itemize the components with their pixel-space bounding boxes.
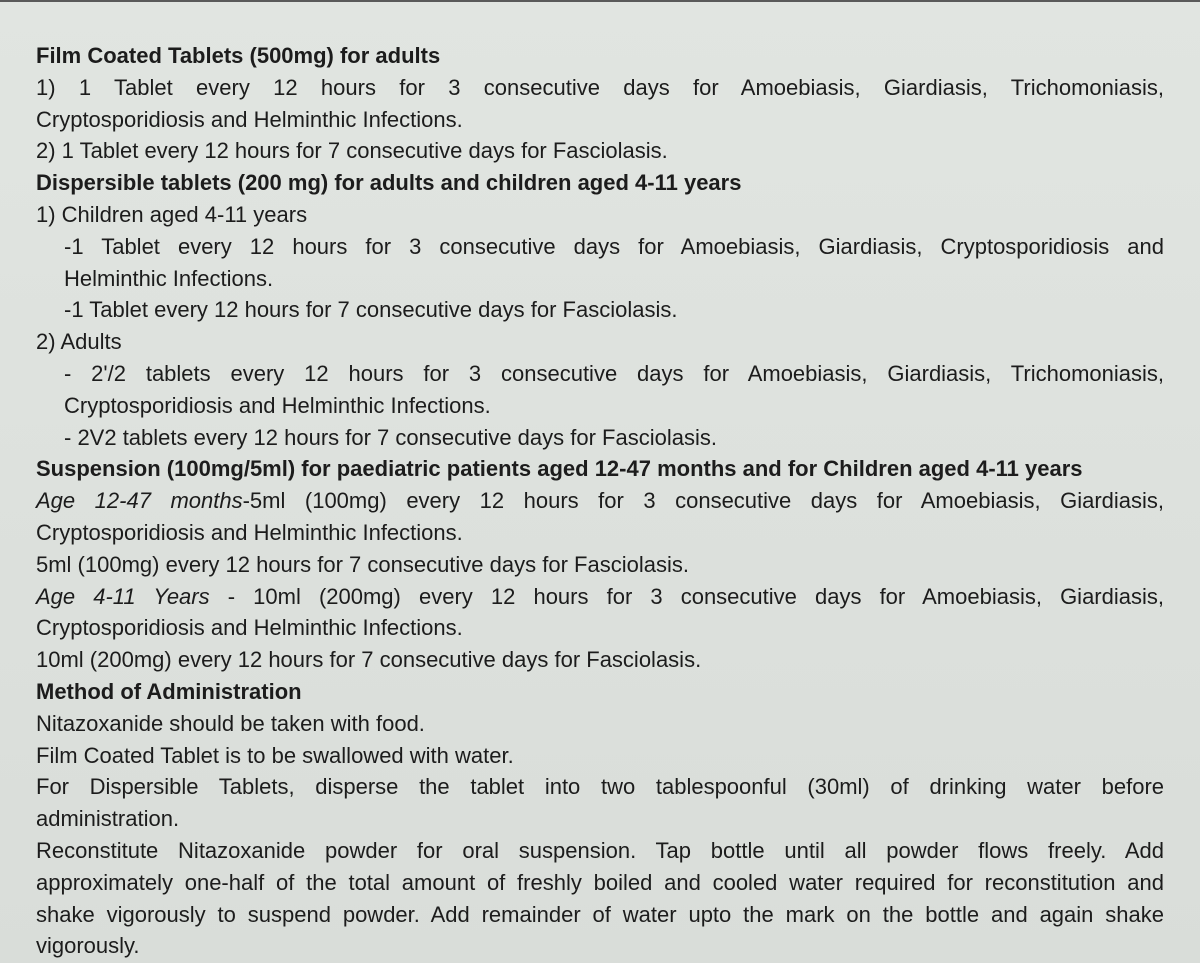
document-body: [36, 40, 1164, 962]
text-line: -1 Tablet every 12 hours for 7 consecutive days for Fasciolasis.: [64, 297, 678, 323]
text-line: shake vigorously to suspend powder. Add remainder of water upto the mark on the bottle and again shake: [36, 901, 1164, 927]
age-group-label: Age 4-11 Years: [36, 583, 210, 609]
text-line: approximately one-half of the total amount of freshly boiled and cooled water required for reconstitution and: [36, 869, 1164, 895]
page-edge: [0, 0, 1200, 2]
text-line: 10ml (200mg) every 12 hours for 7 consecutive days for Fasciolasis.: [36, 647, 702, 673]
section-heading: Suspension (100mg/5ml) for paediatric patients aged 12-47 months and for Children aged 4-11 years: [36, 456, 1083, 482]
text-line: [36, 485, 1164, 517]
text-line: Reconstitute Nitazoxanide powder for oral suspension. Tap bottle until all powder flows freely. Add: [36, 837, 1164, 863]
text-line: 2) 1 Tablet every 12 hours for 7 consecutive days for Fasciolasis.: [36, 138, 668, 164]
section-heading: Dispersible tablets (200 mg) for adults and children aged 4-11 years: [36, 170, 742, 196]
text-line: vigorously.: [36, 933, 140, 959]
text-line: 2) Adults: [36, 329, 122, 355]
age-group-label: Age 12-47 months: [36, 488, 243, 514]
section-heading: Method of Administration: [36, 678, 302, 704]
text-line: -1 Tablet every 12 hours for 3 consecutive days for Amoebiasis, Giardiasis, Cryptosporidiosis and: [64, 233, 1164, 259]
dosage-text: -5ml (100mg) every 12 hours for 3 consecutive days for Amoebiasis, Giardiasis,: [242, 488, 1165, 514]
text-line: Cryptosporidiosis and Helminthic Infections.: [36, 106, 463, 132]
text-line: [36, 581, 1164, 613]
text-line: Helminthic Infections.: [64, 265, 274, 291]
text-line: For Dispersible Tablets, disperse the tablet into two tablespoonful (30ml) of drinking water before: [36, 774, 1164, 800]
text-line: 1) Children aged 4-11 years: [36, 201, 308, 227]
text-line: 1) 1 Tablet every 12 hours for 3 consecutive days for Amoebiasis, Giardiasis, Trichomoniasis,: [36, 74, 1164, 100]
text-line: - 2V2 tablets every 12 hours for 7 consecutive days for Fasciolasis.: [64, 424, 717, 450]
text-line: 5ml (100mg) every 12 hours for 7 consecutive days for Fasciolasis.: [36, 551, 689, 577]
text-line: - 2'/2 tablets every 12 hours for 3 consecutive days for Amoebiasis, Giardiasis, Trichomoniasis,: [64, 360, 1164, 386]
section-heading: Film Coated Tablets (500mg) for adults: [36, 43, 441, 68]
text-line: Cryptosporidiosis and Helminthic Infections.: [36, 615, 463, 641]
text-line: Cryptosporidiosis and Helminthic Infections.: [64, 392, 491, 418]
dosage-text: - 10ml (200mg) every 12 hours for 3 consecutive days for Amoebiasis, Giardiasis,: [209, 583, 1164, 609]
text-line: administration.: [36, 806, 180, 832]
text-line: Film Coated Tablet is to be swallowed with water.: [36, 742, 514, 768]
text-line: Cryptosporidiosis and Helminthic Infections.: [36, 519, 463, 545]
text-line: Nitazoxanide should be taken with food.: [36, 710, 425, 736]
